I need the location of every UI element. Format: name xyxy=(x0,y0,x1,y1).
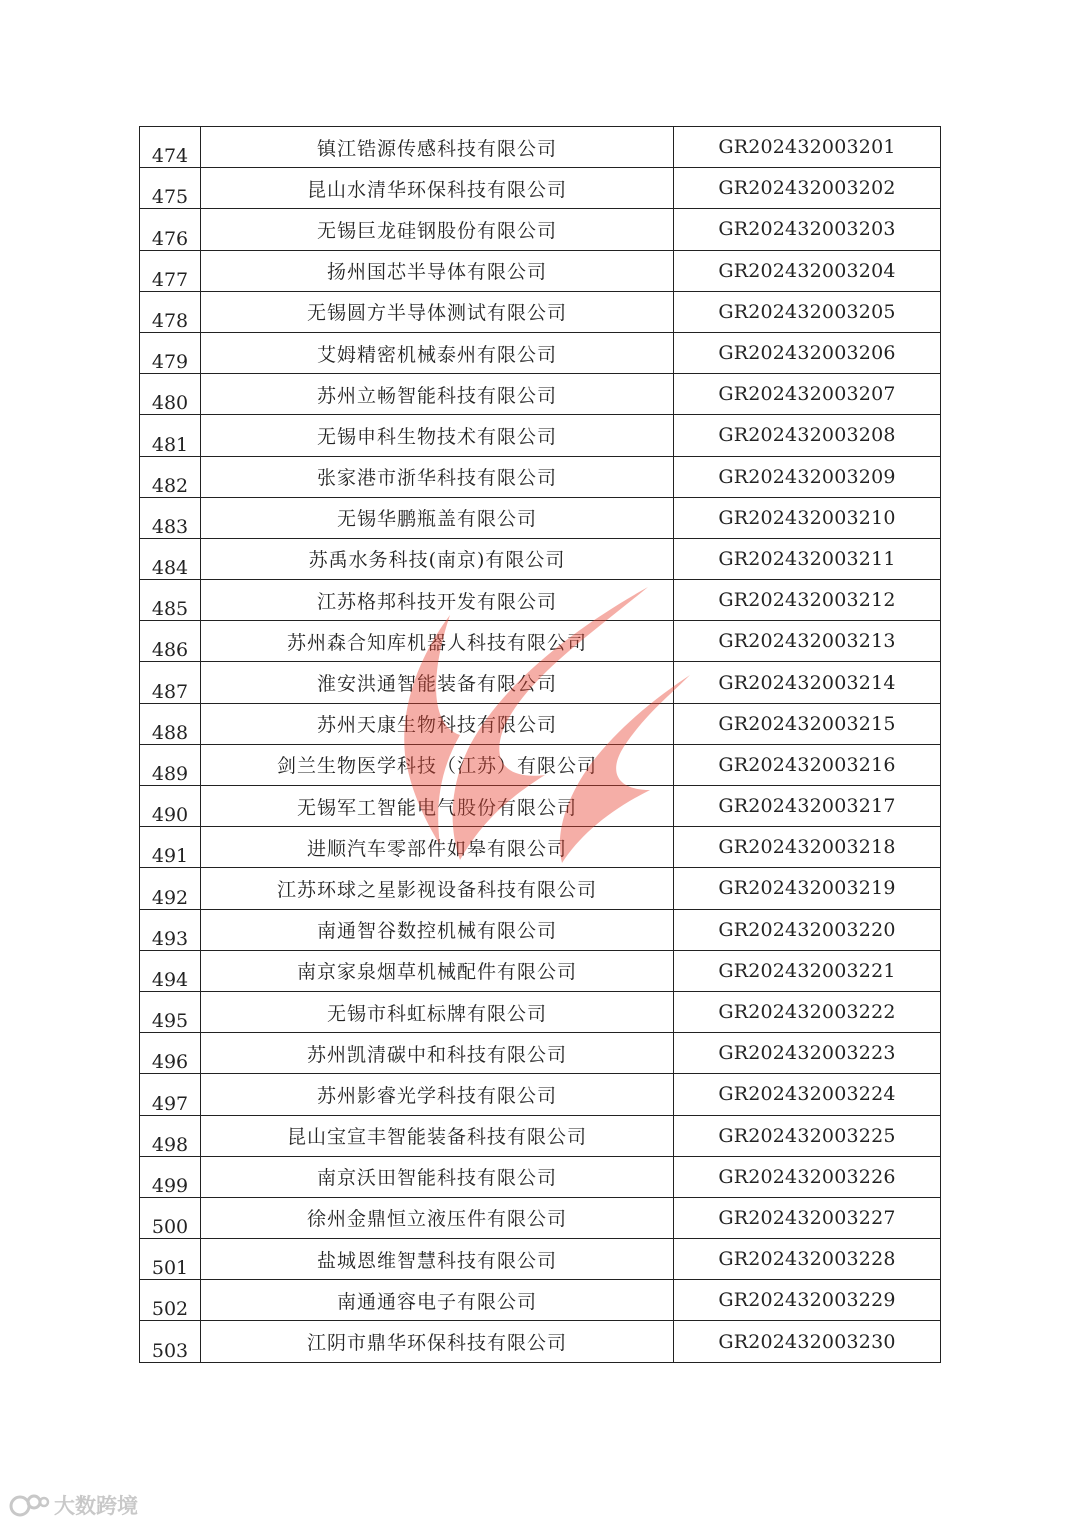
table-row xyxy=(140,868,941,909)
certificate-code-cell: GR202432003216 xyxy=(674,744,941,785)
row-number-cell: 489 xyxy=(140,744,201,785)
company-name-cell: 无锡巨龙硅钢股份有限公司 xyxy=(201,209,674,250)
certificate-code-cell: GR202432003211 xyxy=(674,538,941,579)
row-number-cell: 499 xyxy=(140,1156,201,1197)
company-name-cell: 无锡圆方半导体测试有限公司 xyxy=(201,291,674,332)
company-name-cell: 镇江锆源传感科技有限公司 xyxy=(201,127,674,168)
table-row xyxy=(140,332,941,373)
row-number-cell: 483 xyxy=(140,497,201,538)
company-name-cell: 南京沃田智能科技有限公司 xyxy=(201,1156,674,1197)
table-row xyxy=(140,1280,941,1321)
row-number-cell: 477 xyxy=(140,250,201,291)
table-row xyxy=(140,621,941,662)
row-number-cell: 494 xyxy=(140,950,201,991)
table-row xyxy=(140,415,941,456)
company-name-cell: 剑兰生物医学科技（江苏）有限公司 xyxy=(201,744,674,785)
row-number-cell: 498 xyxy=(140,1115,201,1156)
company-name-cell: 无锡军工智能电气股份有限公司 xyxy=(201,786,674,827)
certificate-code-cell: GR202432003220 xyxy=(674,909,941,950)
certificate-code-cell: GR202432003230 xyxy=(674,1321,941,1362)
company-name-cell: 苏禹水务科技(南京)有限公司 xyxy=(201,538,674,579)
certificate-code-cell: GR202432003202 xyxy=(674,168,941,209)
table-row xyxy=(140,538,941,579)
certificate-code-cell: GR202432003225 xyxy=(674,1115,941,1156)
company-name-cell: 进顺汽车零部件如皋有限公司 xyxy=(201,827,674,868)
company-name-cell: 张家港市浙华科技有限公司 xyxy=(201,456,674,497)
table-row xyxy=(140,168,941,209)
company-name-cell: 苏州影睿光学科技有限公司 xyxy=(201,1074,674,1115)
row-number-cell: 496 xyxy=(140,1033,201,1074)
table-row xyxy=(140,291,941,332)
certificate-code-cell: GR202432003227 xyxy=(674,1197,941,1238)
table-row xyxy=(140,456,941,497)
company-name-cell: 江阴市鼎华环保科技有限公司 xyxy=(201,1321,674,1362)
certificate-code-cell: GR202432003207 xyxy=(674,374,941,415)
certificate-code-cell: GR202432003204 xyxy=(674,250,941,291)
table-row xyxy=(140,497,941,538)
certificate-code-cell: GR202432003226 xyxy=(674,1156,941,1197)
company-name-cell: 江苏格邦科技开发有限公司 xyxy=(201,580,674,621)
row-number-cell: 487 xyxy=(140,662,201,703)
table-row xyxy=(140,374,941,415)
registry-table-body xyxy=(140,127,941,1363)
row-number-cell: 501 xyxy=(140,1239,201,1280)
table-row xyxy=(140,744,941,785)
row-number-cell: 500 xyxy=(140,1197,201,1238)
row-number-cell: 491 xyxy=(140,827,201,868)
row-number-cell: 481 xyxy=(140,415,201,456)
row-number-cell: 490 xyxy=(140,786,201,827)
certificate-code-cell: GR202432003212 xyxy=(674,580,941,621)
row-number-cell: 484 xyxy=(140,538,201,579)
company-name-cell: 苏州森合知库机器人科技有限公司 xyxy=(201,621,674,662)
company-name-cell: 无锡市科虹标牌有限公司 xyxy=(201,991,674,1032)
certificate-code-cell: GR202432003223 xyxy=(674,1033,941,1074)
enterprise-registry-table xyxy=(139,126,941,1363)
table-row xyxy=(140,1239,941,1280)
certificate-code-cell: GR202432003203 xyxy=(674,209,941,250)
certificate-code-cell: GR202432003210 xyxy=(674,497,941,538)
table-row xyxy=(140,127,941,168)
certificate-code-cell: GR202432003229 xyxy=(674,1280,941,1321)
table-row xyxy=(140,1033,941,1074)
certificate-code-cell: GR202432003214 xyxy=(674,662,941,703)
row-number-cell: 492 xyxy=(140,868,201,909)
certificate-code-cell: GR202432003221 xyxy=(674,950,941,991)
certificate-code-cell: GR202432003228 xyxy=(674,1239,941,1280)
table-row xyxy=(140,1115,941,1156)
company-name-cell: 苏州凯清碳中和科技有限公司 xyxy=(201,1033,674,1074)
footer-brand xyxy=(8,1490,138,1520)
certificate-code-cell: GR202432003219 xyxy=(674,868,941,909)
company-name-cell: 苏州立畅智能科技有限公司 xyxy=(201,374,674,415)
table-row xyxy=(140,1074,941,1115)
row-number-cell: 479 xyxy=(140,332,201,373)
row-number-cell: 482 xyxy=(140,456,201,497)
company-name-cell: 扬州国芯半导体有限公司 xyxy=(201,250,674,291)
row-number-cell: 493 xyxy=(140,909,201,950)
certificate-code-cell: GR202432003224 xyxy=(674,1074,941,1115)
row-number-cell: 474 xyxy=(140,127,201,168)
table-row xyxy=(140,1321,941,1362)
row-number-cell: 485 xyxy=(140,580,201,621)
row-number-cell: 478 xyxy=(140,291,201,332)
company-name-cell: 无锡华鹏瓶盖有限公司 xyxy=(201,497,674,538)
row-number-cell: 480 xyxy=(140,374,201,415)
company-name-cell: 苏州天康生物科技有限公司 xyxy=(201,703,674,744)
company-name-cell: 南京家泉烟草机械配件有限公司 xyxy=(201,950,674,991)
table-row xyxy=(140,827,941,868)
certificate-code-cell: GR202432003217 xyxy=(674,786,941,827)
footer-brand-text: 大数跨境 xyxy=(54,1494,138,1518)
table-row xyxy=(140,786,941,827)
certificate-code-cell: GR202432003222 xyxy=(674,991,941,1032)
certificate-code-cell: GR202432003213 xyxy=(674,621,941,662)
company-name-cell: 艾姆精密机械泰州有限公司 xyxy=(201,332,674,373)
company-name-cell: 南通智谷数控机械有限公司 xyxy=(201,909,674,950)
table-row xyxy=(140,209,941,250)
table-row xyxy=(140,991,941,1032)
table-row xyxy=(140,662,941,703)
company-name-cell: 昆山水清华环保科技有限公司 xyxy=(201,168,674,209)
table-row xyxy=(140,580,941,621)
row-number-cell: 488 xyxy=(140,703,201,744)
certificate-code-cell: GR202432003206 xyxy=(674,332,941,373)
certificate-code-cell: GR202432003201 xyxy=(674,127,941,168)
row-number-cell: 503 xyxy=(140,1321,201,1362)
table-row xyxy=(140,703,941,744)
table-row xyxy=(140,250,941,291)
certificate-code-cell: GR202432003215 xyxy=(674,703,941,744)
company-name-cell: 盐城恩维智慧科技有限公司 xyxy=(201,1239,674,1280)
table-row xyxy=(140,950,941,991)
company-name-cell: 南通通容电子有限公司 xyxy=(201,1280,674,1321)
table-row xyxy=(140,1156,941,1197)
row-number-cell: 486 xyxy=(140,621,201,662)
company-name-cell: 徐州金鼎恒立液压件有限公司 xyxy=(201,1197,674,1238)
certificate-code-cell: GR202432003209 xyxy=(674,456,941,497)
company-name-cell: 淮安洪通智能装备有限公司 xyxy=(201,662,674,703)
weibo-eye-icon xyxy=(8,1492,50,1518)
row-number-cell: 475 xyxy=(140,168,201,209)
row-number-cell: 497 xyxy=(140,1074,201,1115)
row-number-cell: 495 xyxy=(140,991,201,1032)
company-name-cell: 昆山宝宣丰智能装备科技有限公司 xyxy=(201,1115,674,1156)
certificate-code-cell: GR202432003218 xyxy=(674,827,941,868)
company-name-cell: 江苏环球之星影视设备科技有限公司 xyxy=(201,868,674,909)
table-row xyxy=(140,1197,941,1238)
certificate-code-cell: GR202432003208 xyxy=(674,415,941,456)
certificate-code-cell: GR202432003205 xyxy=(674,291,941,332)
company-name-cell: 无锡申科生物技术有限公司 xyxy=(201,415,674,456)
row-number-cell: 476 xyxy=(140,209,201,250)
table-row xyxy=(140,909,941,950)
row-number-cell: 502 xyxy=(140,1280,201,1321)
